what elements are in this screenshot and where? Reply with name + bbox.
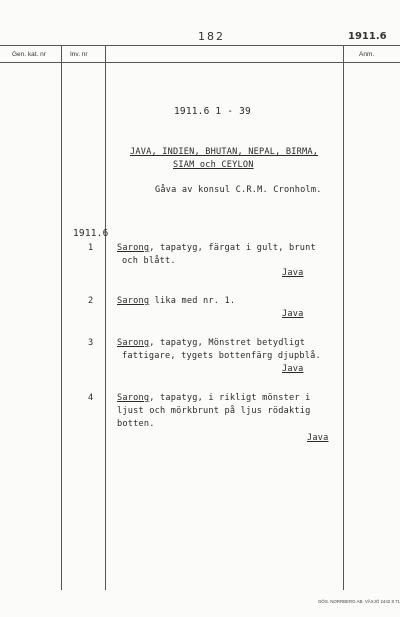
page-number: 182 (198, 30, 225, 43)
column-divider-3 (343, 45, 344, 590)
entry-description: , tapatyg, färgat i gult, brunt (149, 243, 316, 253)
entry-line1 (117, 296, 235, 306)
page-code: 1911.6 (348, 31, 387, 42)
entry-line2: fattigare, tygets bottenfärg djupblå. (122, 351, 321, 361)
entry-number: 1 (88, 243, 94, 253)
group-label: 1911.6 (73, 228, 109, 239)
column-header-anm: Anm. (359, 51, 375, 58)
entry-number: 3 (88, 338, 94, 348)
entry-description: , tapatyg, Mönstret betydligt (149, 338, 306, 348)
collection-regions-line1: JAVA, INDIEN, BHUTAN, NEPAL, BIRMA, (130, 147, 319, 157)
collection-donor: Gåva av konsul C.R.M. Cronholm. (155, 185, 322, 195)
entry-origin: Java (282, 364, 304, 374)
entry-origin: Java (282, 309, 304, 319)
entry-line2: och blått. (122, 256, 176, 266)
entry-description: lika med nr. 1. (149, 296, 236, 306)
entry-name: Sarong (117, 338, 150, 348)
entry-number: 2 (88, 296, 94, 306)
column-divider-2 (105, 45, 106, 590)
entry-name: Sarong (117, 243, 150, 253)
header-bottom-rule (0, 62, 400, 63)
collection-regions-line2: SIAM och CEYLON (173, 160, 254, 170)
entry-line1 (117, 393, 310, 403)
entry-number: 4 (88, 393, 94, 403)
entry-origin: Java (282, 268, 304, 278)
column-header-gen-kat: Gen. kat. nr (12, 51, 46, 58)
printer-mark: GÖS. NORRBERG AB. VÄXJÖ 2442 8 71 (318, 599, 400, 604)
collection-range: 1911.6 1 - 39 (174, 106, 251, 117)
entry-line1 (117, 243, 316, 253)
entry-name: Sarong (117, 393, 150, 403)
entry-line3: botten. (117, 419, 155, 429)
entry-origin: Java (307, 433, 329, 443)
entry-name: Sarong (117, 296, 150, 306)
header-top-rule (0, 45, 400, 46)
column-divider-1 (61, 45, 62, 590)
entry-line2: ljust och mörkbrunt på ljus rödaktig (117, 406, 311, 416)
entry-line1 (117, 338, 305, 348)
column-header-inv: Inv. nr (70, 51, 88, 58)
entry-description: , tapatyg, i rikligt mönster i (149, 393, 311, 403)
